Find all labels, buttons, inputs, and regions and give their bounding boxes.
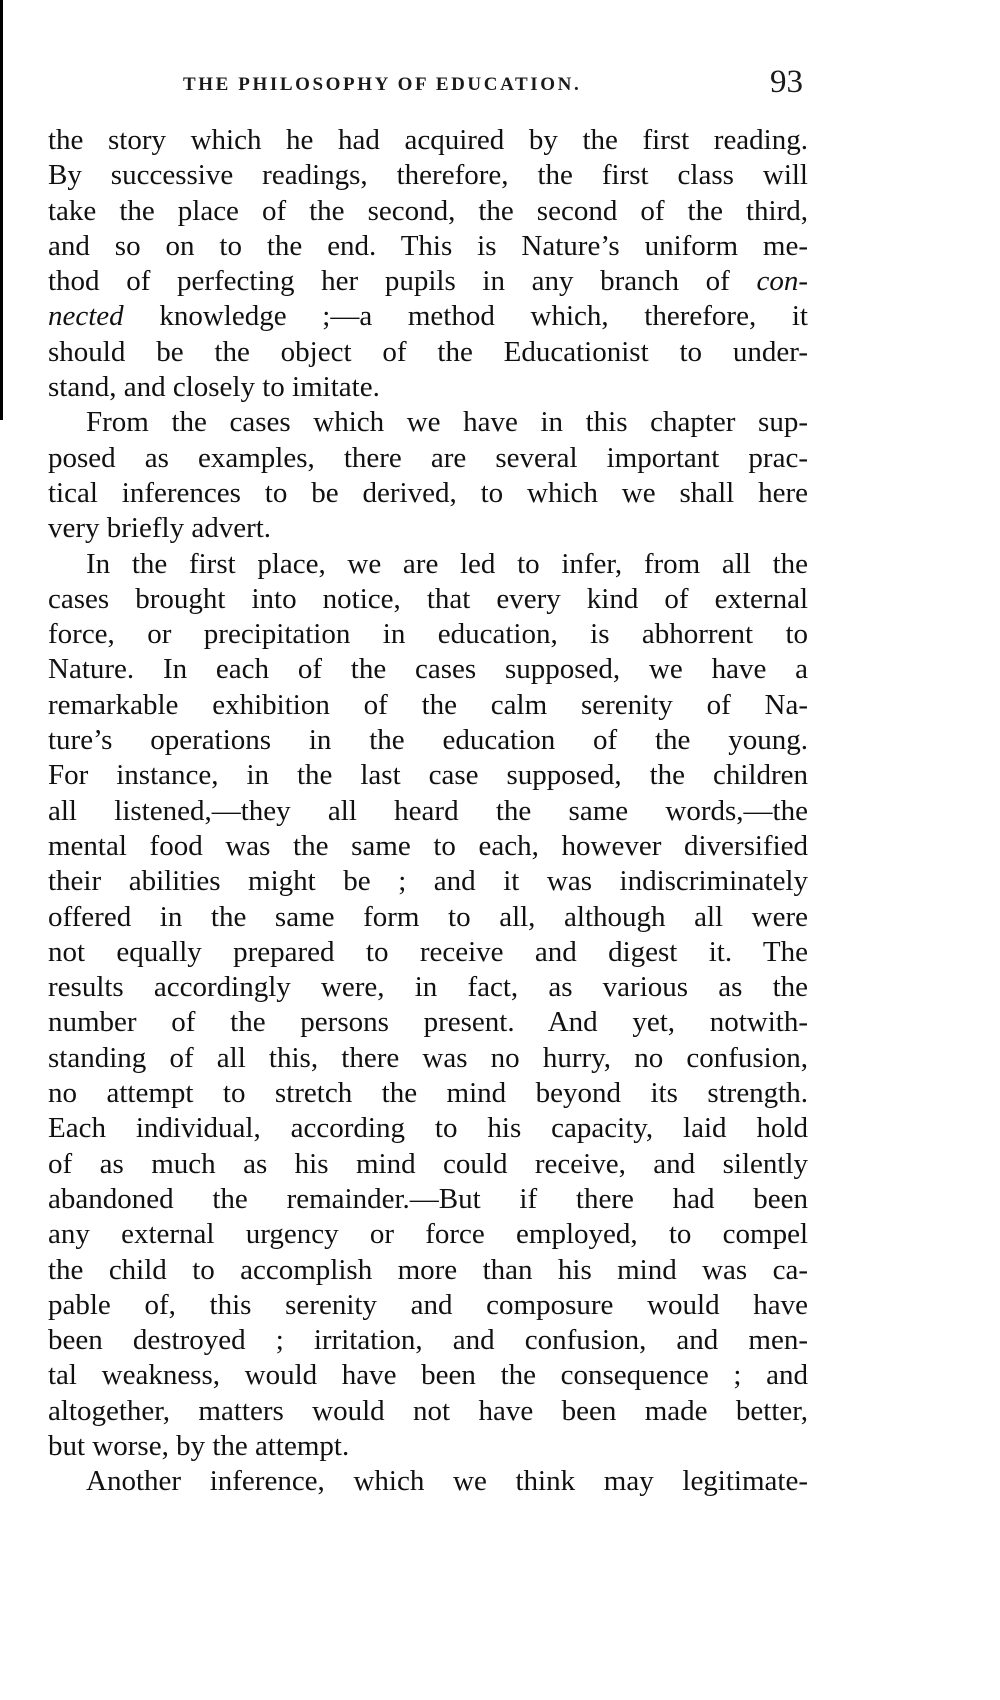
text-line: cases brought into notice, that every kind of external	[48, 582, 808, 615]
text-line: ture’s operations in the education of the young.	[48, 724, 808, 757]
binding-edge-rule	[0, 0, 3, 420]
text-line: force, or precipitation in education, is abhorrent to	[48, 618, 808, 651]
text-line: take the place of the second, the second of the third,	[48, 194, 808, 227]
text-line: From the cases which we have in this chapter sup-	[86, 406, 808, 439]
text-line: the child to accomplish more than his mind was ca-	[48, 1253, 808, 1286]
body-text	[48, 123, 808, 1500]
text-line: not equally prepared to receive and digest it. The	[48, 935, 808, 968]
text-line: tal weakness, would have been the consequence ; and	[48, 1359, 808, 1392]
text-line: results accordingly were, in fact, as various as the	[48, 971, 808, 1004]
text-line: Nature. In each of the cases supposed, we have a	[48, 653, 808, 686]
text-line: but worse, by the attempt.	[48, 1429, 350, 1462]
text-line: been destroyed ; irritation, and confusion, and men-	[48, 1324, 808, 1357]
text-line: remarkable exhibition of the calm serenity of Na-	[48, 688, 808, 721]
text-line: the story which he had acquired by the first reading.	[48, 124, 808, 156]
text-line: should be the object of the Educationist to under-	[48, 335, 808, 368]
text-line: By successive readings, therefore, the first class will	[48, 159, 808, 192]
text-line: and so on to the end. This is Nature’s uniform me-	[48, 229, 808, 262]
text-line: posed as examples, there are several important prac-	[48, 441, 808, 474]
text-line: Each individual, according to his capacity, laid hold	[48, 1112, 808, 1145]
text-line: In the first place, we are led to infer, from all the	[86, 547, 808, 580]
text-line: thod of perfecting her pupils in any branch of con-	[48, 265, 808, 298]
text-line: very briefly advert.	[48, 512, 272, 545]
running-title: THE PHILOSOPHY OF EDUCATION.	[183, 74, 582, 95]
text-line: no attempt to stretch the mind beyond its strength.	[48, 1077, 808, 1110]
text-line: all listened,—they all heard the same words,—the	[48, 794, 808, 827]
text-line: tical inferences to be derived, to which we shall here	[48, 476, 808, 509]
text-line: abandoned the remainder.—But if there had been	[48, 1182, 808, 1215]
text-line: number of the persons present. And yet, notwith-	[48, 1006, 808, 1039]
page-number: 93	[770, 64, 803, 100]
text-line: For instance, in the last case supposed, the children	[48, 759, 808, 792]
text-line: any external urgency or force employed, to compel	[48, 1218, 808, 1251]
text-line: offered in the same form to all, although all were	[48, 900, 808, 933]
text-line: nected knowledge ;—a method which, therefore, it	[48, 300, 808, 333]
text-line: Another inference, which we think may legitimate-	[86, 1465, 808, 1498]
text-line: their abilities might be ; and it was indiscriminately	[48, 865, 808, 898]
text-line: stand, and closely to imitate.	[48, 371, 380, 404]
text-line: of as much as his mind could receive, and silently	[48, 1147, 808, 1180]
text-line: pable of, this serenity and composure would have	[48, 1288, 808, 1321]
text-line: standing of all this, there was no hurry, no confusion,	[48, 1041, 808, 1074]
text-line: mental food was the same to each, however diversified	[48, 829, 808, 862]
text-line: altogether, matters would not have been made better,	[48, 1394, 808, 1427]
